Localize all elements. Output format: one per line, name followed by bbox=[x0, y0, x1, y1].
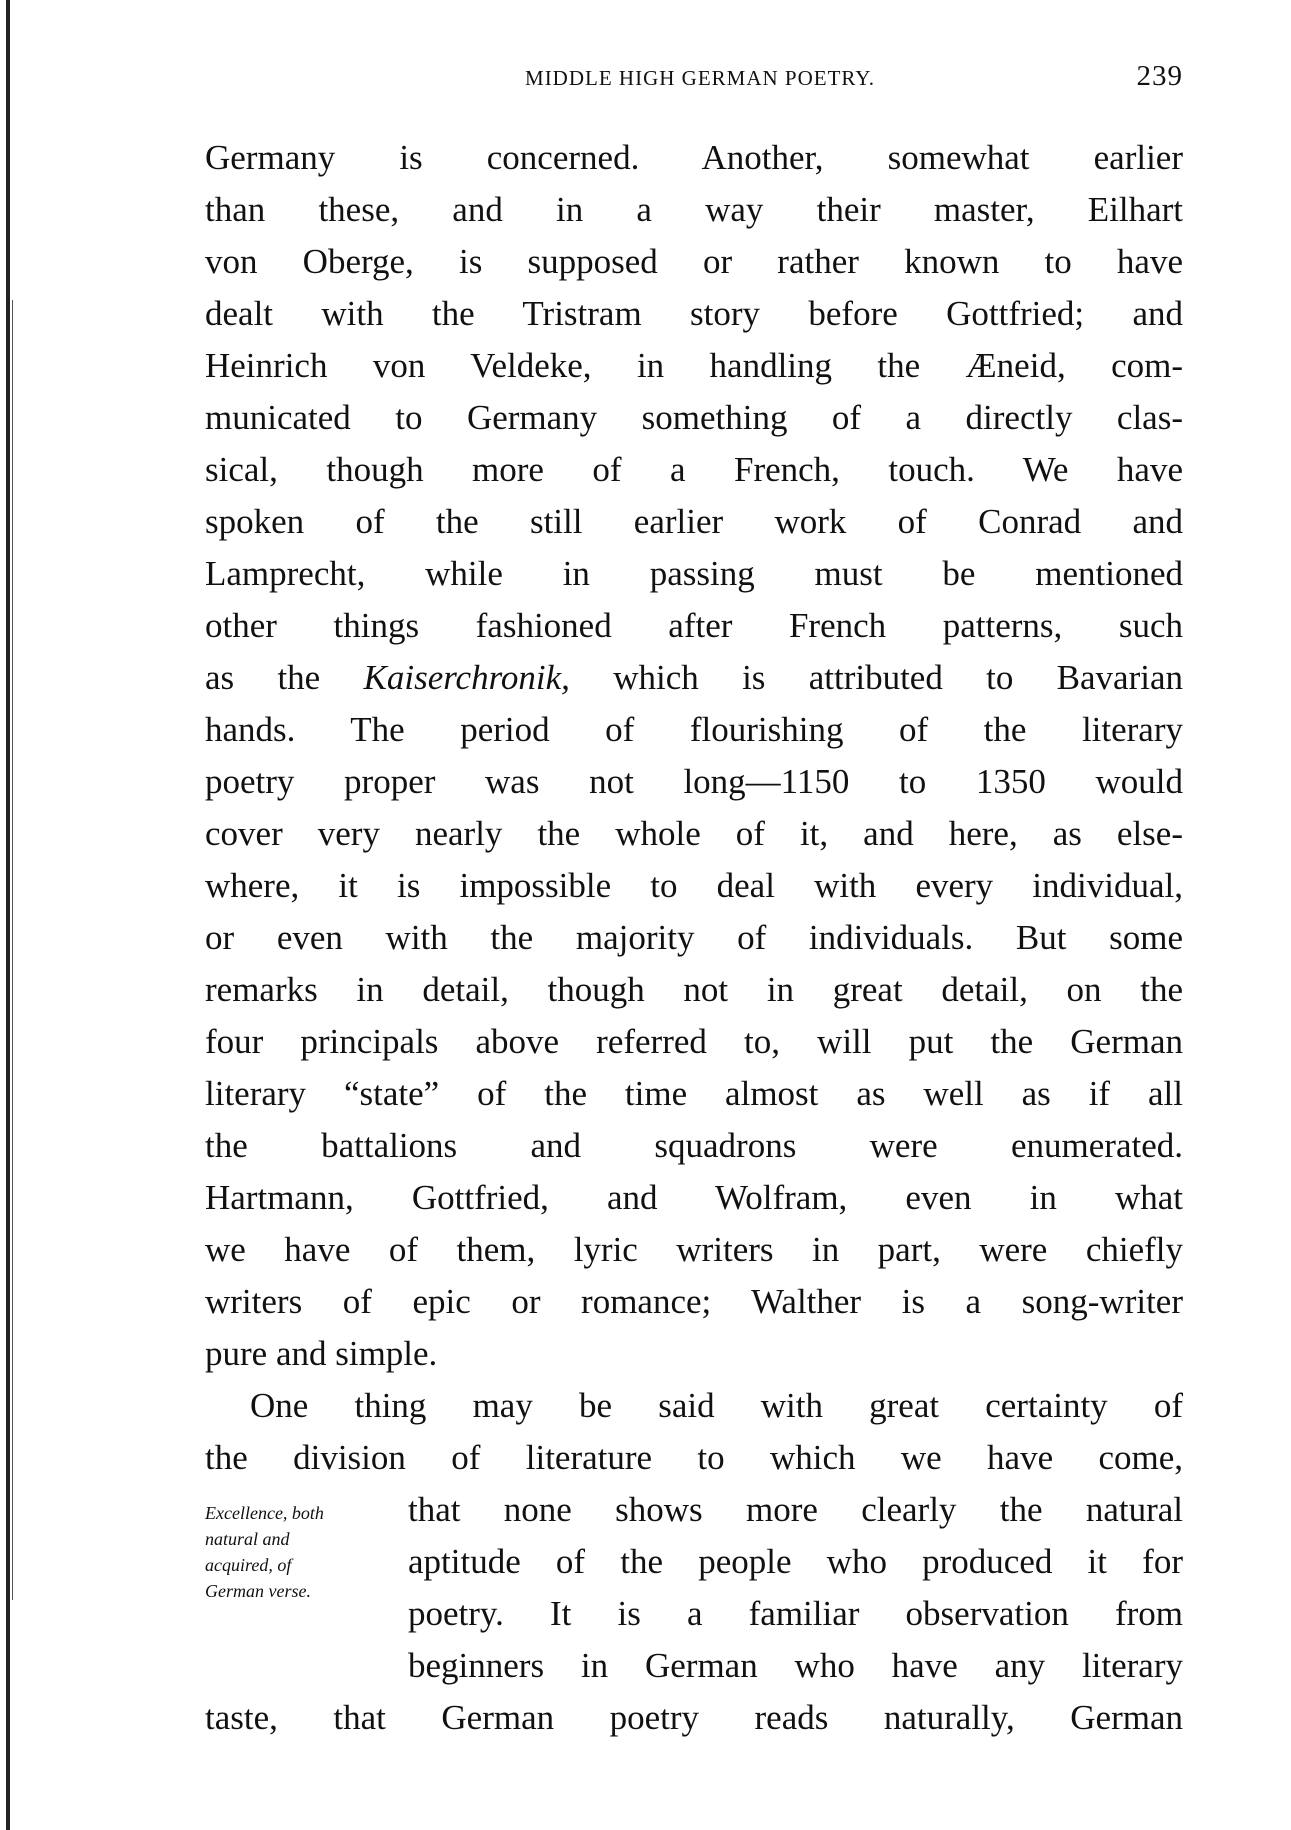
text-line: One thing may be said with great certainty of bbox=[250, 1386, 1183, 1425]
text-line: pure and simple. bbox=[205, 1334, 438, 1373]
text-line: hands. The period of flourishing of the literary bbox=[205, 710, 1183, 749]
text-line: Germany is concerned. Another, somewhat earlier bbox=[205, 138, 1183, 177]
text-line: sical, though more of a French, touch. We have bbox=[205, 450, 1183, 489]
text-line: we have of them, lyric writers in part, were chiefly bbox=[205, 1230, 1183, 1269]
text-line: other things fashioned after French patterns, such bbox=[205, 606, 1183, 645]
text-line: von Oberge, is supposed or rather known to have bbox=[205, 242, 1183, 281]
marginal-note-line: acquired, of bbox=[205, 1555, 292, 1575]
text-line: beginners in German who have any literary bbox=[408, 1646, 1183, 1685]
text-line: writers of epic or romance; Walther is a song-writer bbox=[205, 1282, 1183, 1321]
text-line: poetry. It is a familiar observation from bbox=[408, 1594, 1183, 1633]
text-line: cover very nearly the whole of it, and here, as else- bbox=[205, 814, 1183, 853]
marginal-note-line: German verse. bbox=[205, 1581, 311, 1601]
text-line: than these, and in a way their master, Eilhart bbox=[205, 190, 1183, 229]
marginal-note-line: Excellence, both bbox=[205, 1503, 324, 1523]
text-line: remarks in detail, though not in great detail, on the bbox=[205, 970, 1183, 1009]
text-line: where, it is impossible to deal with every individual, bbox=[205, 866, 1183, 905]
text-line: four principals above referred to, will put the German bbox=[205, 1022, 1183, 1061]
text-line: aptitude of the people who produced it for bbox=[408, 1542, 1183, 1581]
text-line: spoken of the still earlier work of Conrad and bbox=[205, 502, 1183, 541]
page-edge bbox=[6, 0, 10, 1830]
page-edge-shadow bbox=[12, 300, 13, 1600]
marginal-note bbox=[205, 1500, 324, 1604]
text-line: dealt with the Tristram story before Gottfried; and bbox=[205, 294, 1183, 333]
text-line: that none shows more clearly the natural bbox=[408, 1490, 1183, 1529]
text-line: Lamprecht, while in passing must be mentioned bbox=[205, 554, 1183, 593]
page-number: 239 bbox=[1136, 60, 1183, 92]
page-header bbox=[205, 60, 1183, 94]
body-text bbox=[205, 132, 1183, 1744]
text-line: poetry proper was not long—1150 to 1350 would bbox=[205, 762, 1183, 801]
text-line: as the Kaiserchronik, which is attributed to Bavarian bbox=[205, 658, 1183, 697]
text-line: Heinrich von Veldeke, in handling the Æneid, com- bbox=[205, 346, 1183, 385]
marginal-note-line: natural and bbox=[205, 1529, 290, 1549]
text-line: literary “state” of the time almost as well as if all bbox=[205, 1074, 1183, 1113]
text-line: the battalions and squadrons were enumerated. bbox=[205, 1126, 1183, 1165]
text-line: the division of literature to which we have come, bbox=[205, 1438, 1183, 1477]
text-line: taste, that German poetry reads naturally, German bbox=[205, 1698, 1183, 1737]
text-line: Hartmann, Gottfried, and Wolfram, even in what bbox=[205, 1178, 1183, 1217]
text-line: or even with the majority of individuals. But some bbox=[205, 918, 1183, 957]
text-line: municated to Germany something of a directly clas- bbox=[205, 398, 1183, 437]
running-title: MIDDLE HIGH GERMAN POETRY. bbox=[525, 66, 875, 90]
italic-title: Kaiserchronik, bbox=[363, 658, 570, 697]
